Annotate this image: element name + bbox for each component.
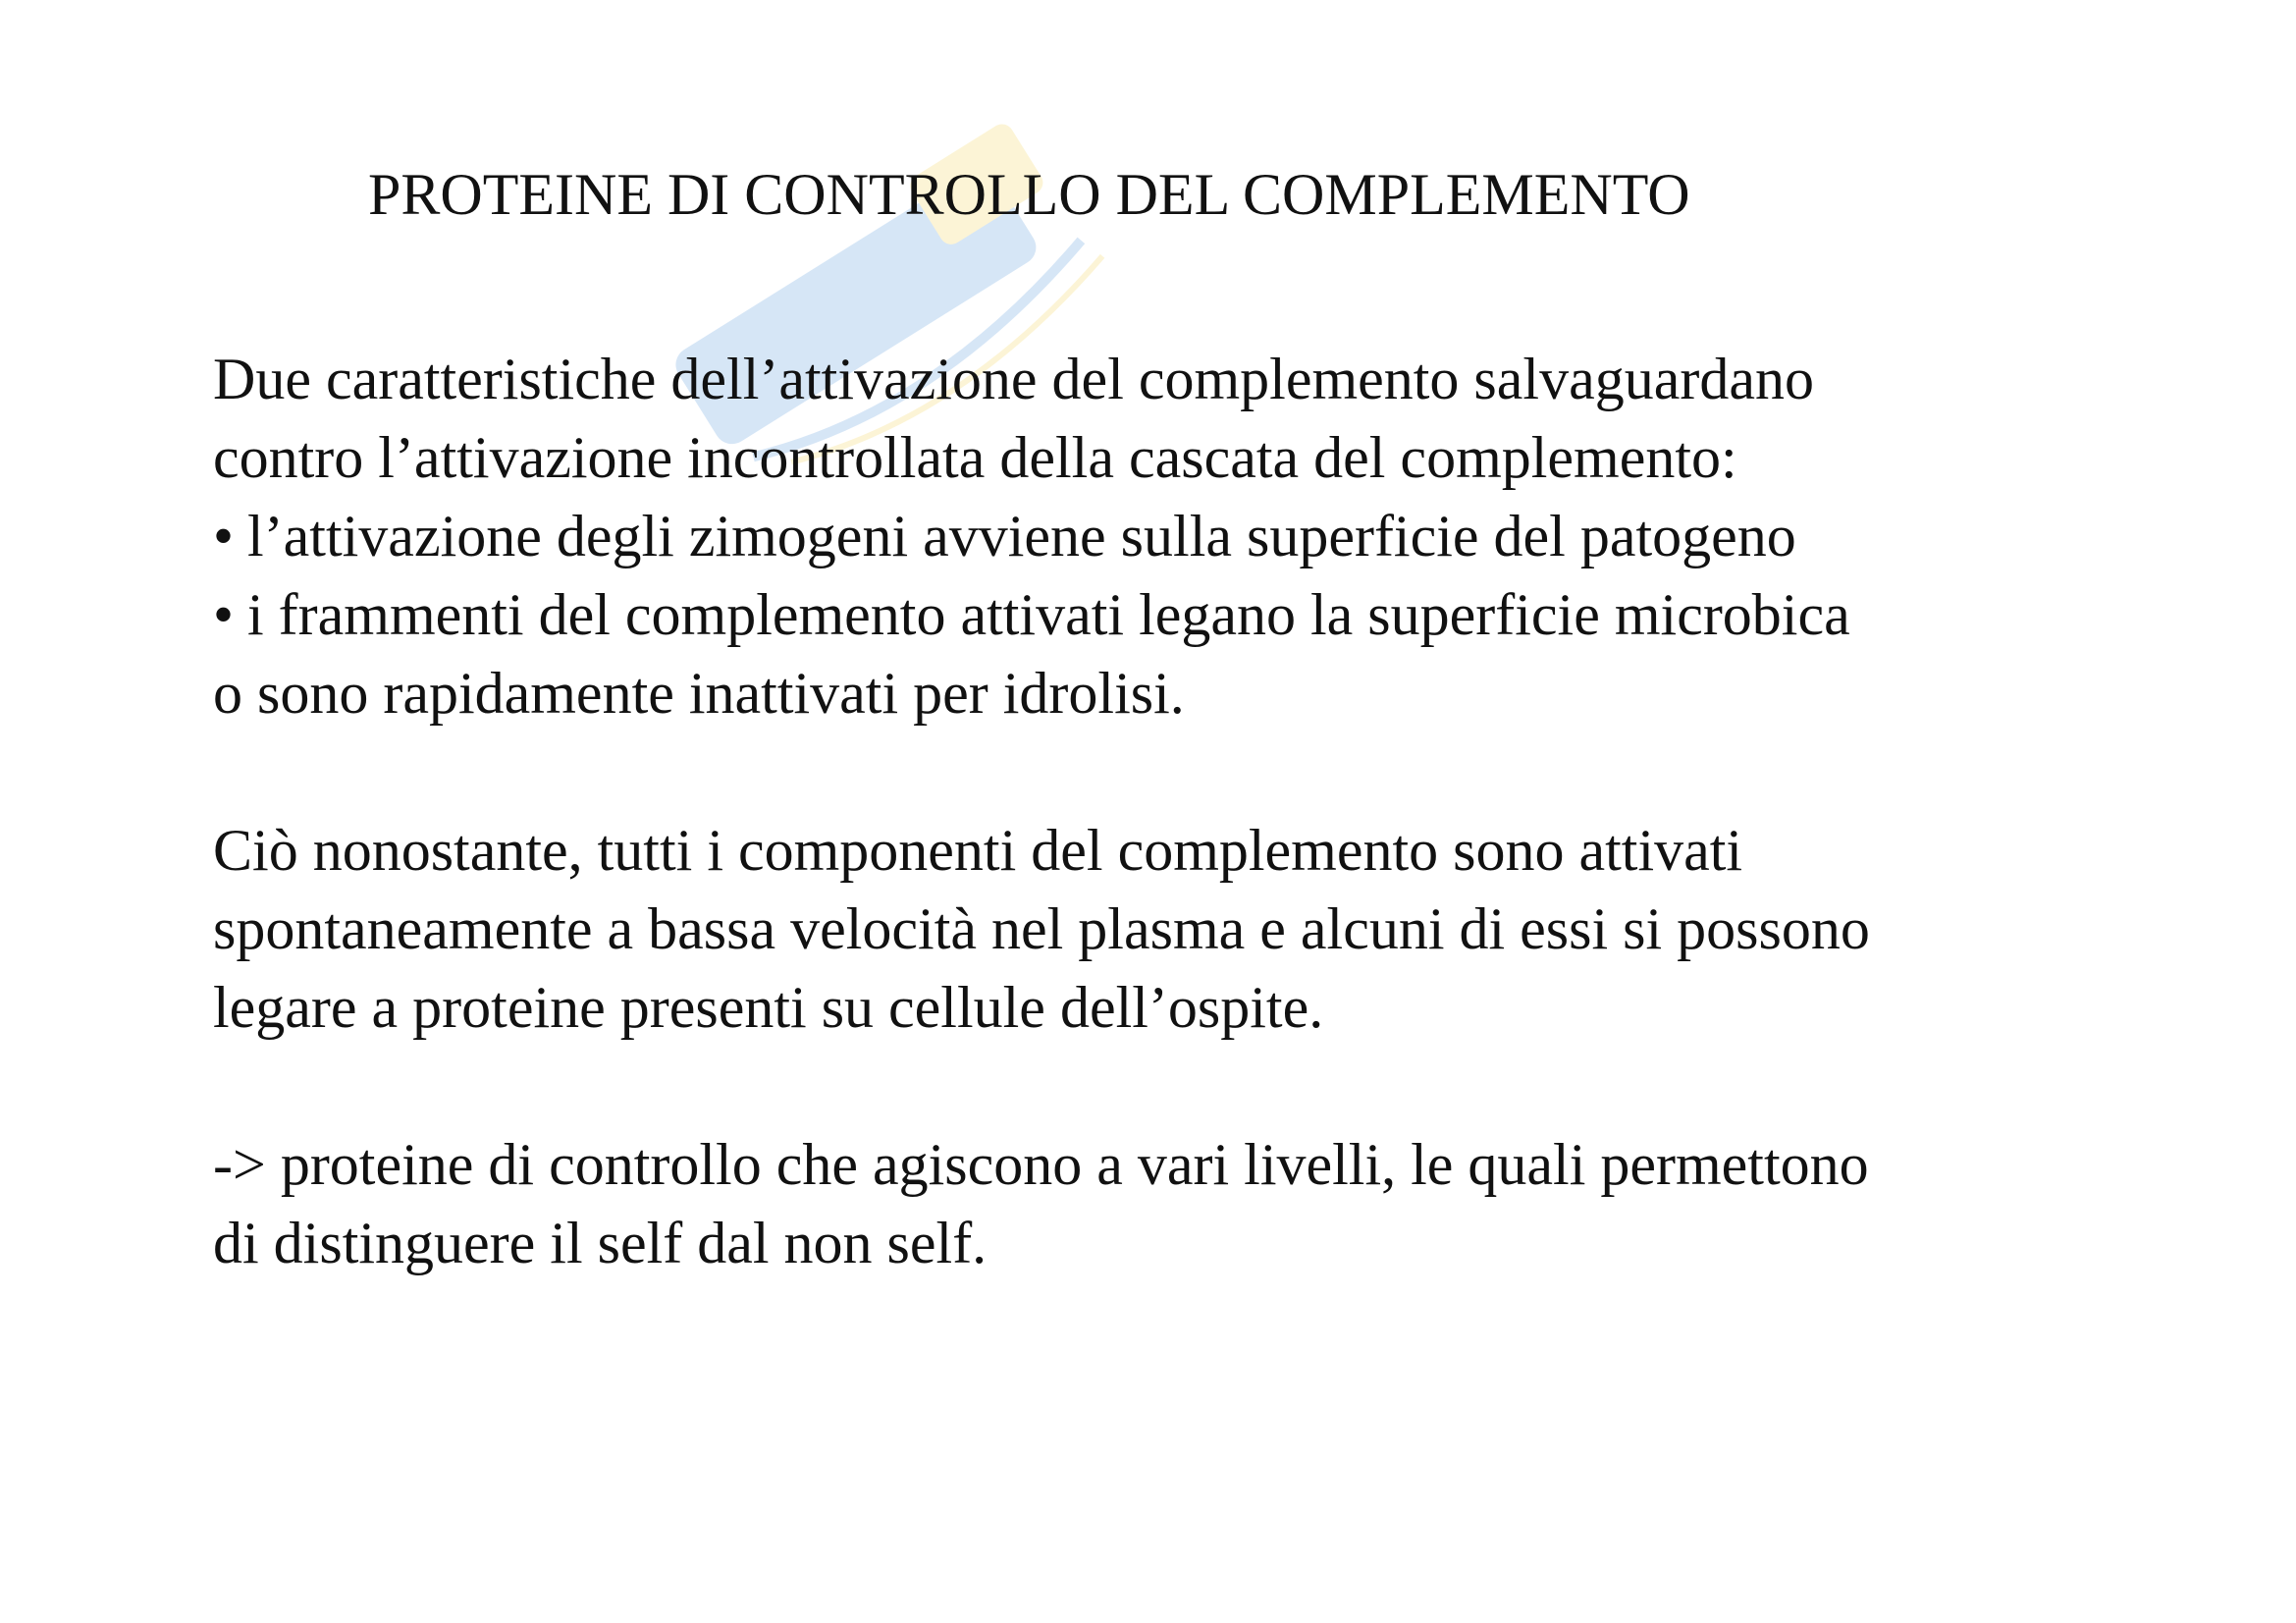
bullet-item [213,575,2176,654]
text-line: -> proteine di controllo che agiscono a vari livelli, le quali permettono [213,1132,1869,1197]
text-line: Ciò nonostante, tutti i componenti del complemento sono attivati [213,818,1743,883]
text-line: o sono rapidamente inattivati per idrolisi. [213,661,1185,726]
bullet-icon: • [213,504,235,568]
bullet-item [213,497,2176,575]
paragraph-gap [213,1047,2176,1125]
paragraph-gap [213,732,2176,811]
text-line: di distinguere il self dal non self. [213,1211,988,1275]
text-line: legare a proteine presenti su cellule dell’ospite. [213,975,1324,1040]
text-line: Due caratteristiche dell’attivazione del complemento salvaguardano [213,347,1814,411]
body-text [213,340,2176,1282]
text-line: contro l’attivazione incontrollata della cascata del complemento: [213,425,1737,490]
bullet-text: i frammenti del complemento attivati legano la superficie microbica [247,582,1850,647]
bullet-text: l’attivazione degli zimogeni avviene sulla superficie del patogeno [247,504,1796,568]
paragraph-intro [213,340,2176,732]
text-line: spontaneamente a bassa velocità nel plasma e alcuni di essi si possono [213,896,1870,961]
paragraph-conclusion [213,1125,2176,1282]
page-title: PROTEINE DI CONTROLLO DEL COMPLEMENTO [368,162,1690,227]
paragraph-nonetheless [213,811,2176,1047]
bullet-icon: • [213,582,235,647]
